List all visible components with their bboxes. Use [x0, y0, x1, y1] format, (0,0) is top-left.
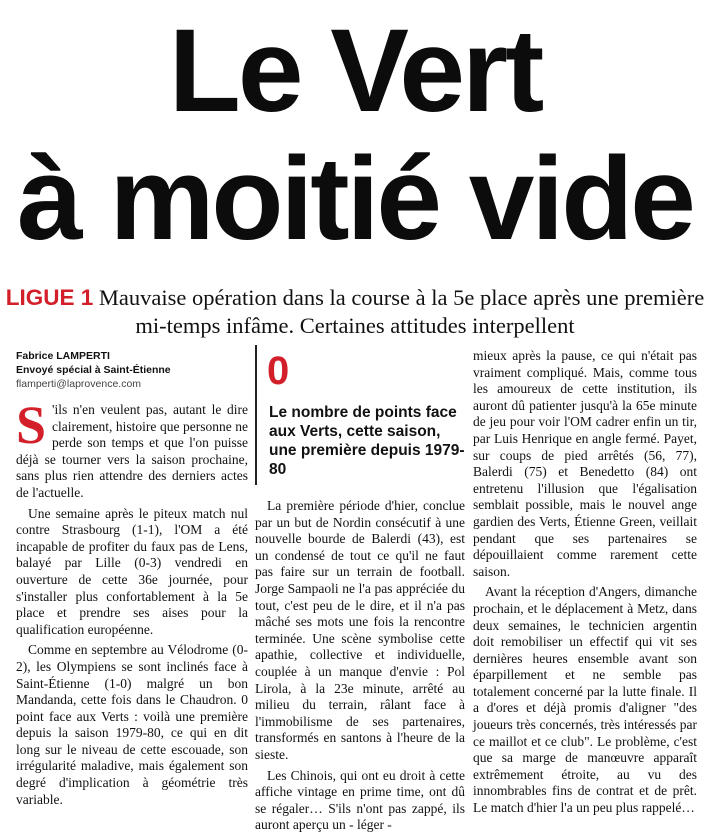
paragraph: Avant la réception d'Angers, dimanche prochain, et le déplacement à Metz, dans deux semaines, le technicien argentin doit remobiliser un effectif qui vit ses dernières heures ensemble avant son éparpillement et ne semble pas totalement concerné par la lutte finale. Il a d'ores et déjà promis d'aligner "des joueurs très concernés, très intéressés par ce maillot et ce club". Le problème, c'est que sa marge de manœuvre apparaît extrêmement étroite, au vu des innombrables fins de contrat et de prêt. Le match d'hier l'a un peu plus rappelé… [473, 584, 697, 816]
drop-cap: S [16, 395, 47, 455]
paragraph: Comme en septembre au Vélodrome (0-2), les Olympiens se sont inclinés face à Saint-Étienne (1-0) malgré un bon Mandanda, cette fois dans le Chaudron. 0 point face aux Verts : voilà une première depuis la saison 1979-80, ce qui en dit long sur le niveau de cette escouade, son irrégularité maladive, mais également son degré d'implication à géométrie très variable. [16, 642, 248, 807]
author-email[interactable]: flamperti@laprovence.com [16, 378, 142, 390]
fact-box [255, 345, 467, 485]
author-role: Envoyé spécial à Saint-Étienne [16, 364, 171, 376]
paragraph: Une semaine après le piteux match nul contre Strasbourg (1-1), l'OM a été incapable de profiter du faux pas de Lens, balayé par Lille (0-3) vendredi en ouverture de cette 36e journée, pour s'installer plus confortablement à la 5e place et prendre ses aises pour la qualification européenne. [16, 505, 248, 637]
deck-text: Mauvaise opération dans la course à la 5e place après une première mi-temps infâme. Certaines attitudes interpellent [98, 285, 705, 338]
paragraph: S 'ils n'en veulent pas, autant le dire clairement, histoire que personne ne perde son temps et que l'on puisse déjà se tourner vers la saison prochaine, sans plus rien attendre des derniers actes de l'actuelle. [16, 395, 248, 500]
section-tag: LIGUE 1 [5, 285, 94, 310]
byline [16, 349, 246, 391]
paragraph: mieux après la pause, ce qui n'était pas vraiment compliqué. Mais, comme tous les amoureux de cette institution, ils auront dû patienter jusqu'à la 65e minute de jeu pour voir l'OM cadrer enfin un tir, par Luis Henrique en angle fermé. Payet, sur coups de pied arrêtés (56, 77), Balerdi (75) et Benedetto (84) ont entretenu l'illusion que l'égalisation semblait possible, mais le nouvel ange gardien des Verts, Étienne Green, veillait pendant que ses partenaires se dépouillaient comme rarement cette saison. [473, 348, 697, 579]
fact-text: Le nombre de points face aux Verts, cette saison, une première depuis 1979-80 [269, 404, 465, 478]
article-column-1 [16, 395, 248, 808]
fact-number: 0 [267, 349, 290, 393]
headline-line-1: Le Vert [168, 5, 542, 137]
article-column-3 [473, 348, 697, 817]
article-column-2 [255, 498, 465, 834]
headline-line-2: à moitié vide [17, 133, 693, 265]
paragraph: La première période d'hier, conclue par un but de Nordin consécutif à une nouvelle bourde de Balerdi (43), est un condensé de tout ce qu'il ne faut pas faire sur un terrain de football. Jorge Sampaoli ne l'a pas appréciée du tout, c'est peu de le dire, et il n'a pas mâché ses mots une fois la rencontre terminée. Une scène symbolise cette apathie, collective et individuelle, couplée à un manque d'envie : Pol Lirola, à la 23e minute, arrêté au milieu du terrain, râlant face à l'immobilisme de ses partenaires, transformés en santons à l'heure de la sieste. [255, 498, 465, 762]
deck [0, 284, 710, 340]
paragraph: Les Chinois, qui ont eu droit à cette affiche vintage en prime time, ont dû se régaler… S'ils n'ont pas zappé, ils auront aperçu un - léger - [255, 767, 465, 833]
author-name: Fabrice LAMPERTI [16, 350, 110, 362]
